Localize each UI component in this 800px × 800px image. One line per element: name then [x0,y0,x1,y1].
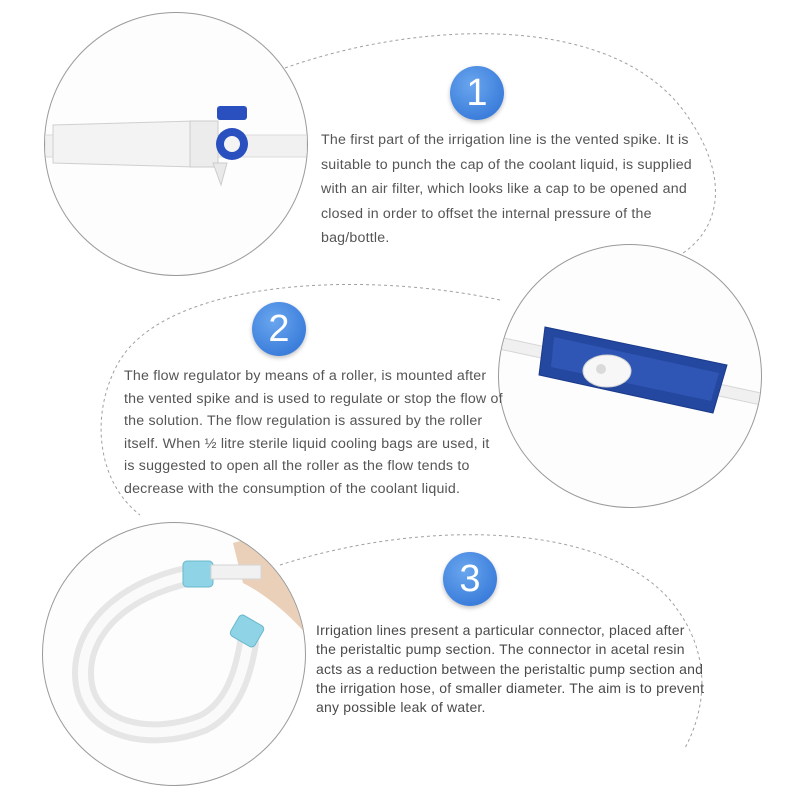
step-2-description: The flow regulator by means of a roller, is mounted after the vented spike and is used to regulate or stop the flow of the solution. The flow regulation is assured by the roller itself. When ½ litre sterile liquid cooling bags are used, it is suggested to open all the roller as the flow tends to decrease with the consumption of the coolant liquid. [124,368,503,497]
tubing-connector-photo [42,522,306,786]
step-3-description: Irrigation lines present a particular connector, placed after the peristaltic pump section. The connector in acetal resin acts as a reduction between the peristaltic pump section and the irrigation hose, of smaller diameter. The aim is to prevent any possible leak of water. [316,622,705,716]
step-2-badge: 2 [252,302,306,356]
vented-spike-photo [44,12,308,276]
step-1-description: The first part of the irrigation line is the vented spike. It is suitable to punch the cap of the coolant liquid, is supplied with an air filter, which looks like a cap to be opened and closed in order to offset the internal pressure of the bag/bottle. [321,132,692,246]
step-3-badge: 3 [443,552,497,606]
step-1-badge: 1 [450,66,504,120]
roller-clamp-photo [498,244,762,508]
